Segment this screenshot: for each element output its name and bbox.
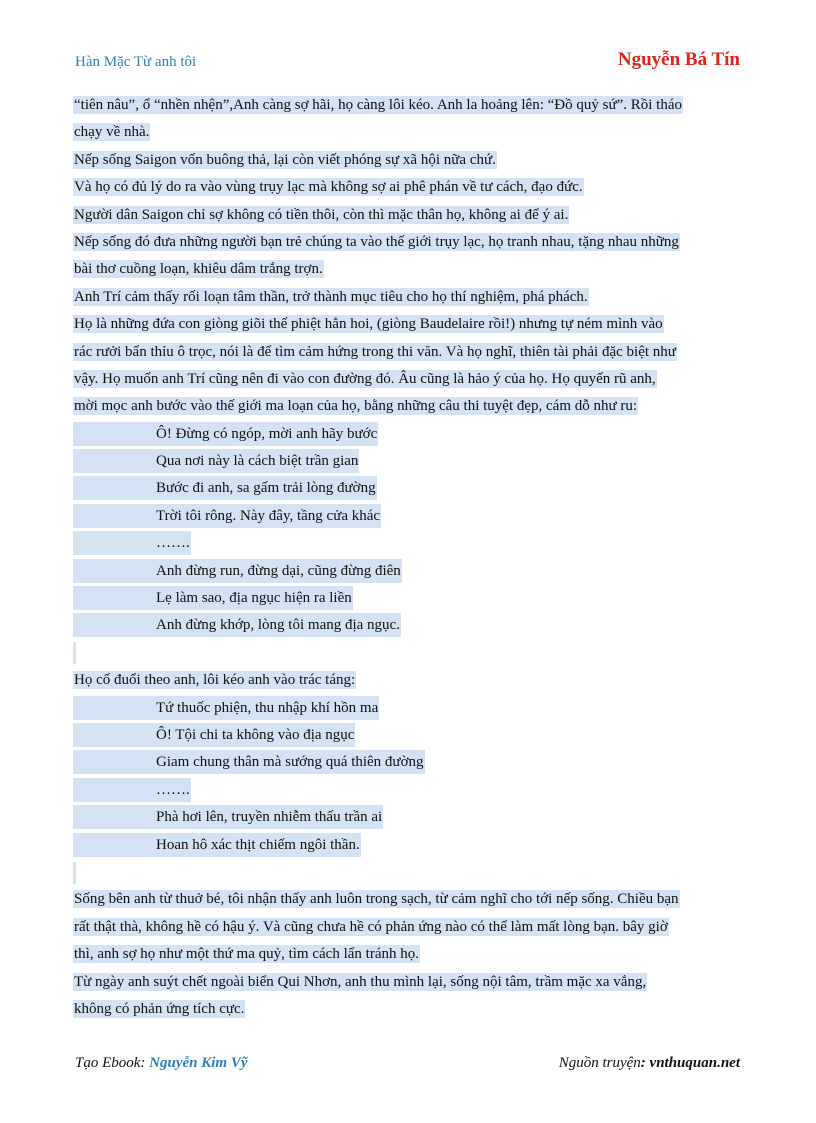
line-text: không có phản ứng tích cực. — [74, 1000, 245, 1017]
text-line — [73, 147, 743, 174]
text-line — [73, 92, 743, 119]
blank-line — [73, 640, 743, 667]
text-line — [73, 119, 743, 146]
line-text: Nếp sống đó đưa những người bạn trẻ chúng ta vào thế giới trụy lạc, họ tranh nhau, tặng nhau những — [74, 233, 679, 250]
text-line — [73, 393, 743, 420]
text-line — [73, 914, 743, 941]
text-line — [73, 229, 743, 256]
line-text: Lẹ làm sao, địa ngục hiện ra liền — [73, 586, 353, 610]
line-text: mời mọc anh bước vào thế giới ma loạn của họ, bằng những câu thi tuyệt đẹp, cám dỗ như ru: — [74, 398, 638, 415]
line-text: Trời tôi rông. Này đây, tầng cửa khác — [73, 504, 381, 528]
line-text: Ô! Đừng có ngóp, mời anh hãy bước — [73, 422, 378, 446]
verse-line — [73, 448, 743, 475]
line-text: Anh đừng khớp, lòng tôi mang địa ngục. — [73, 613, 401, 637]
verse-line — [73, 832, 743, 859]
text-line — [73, 366, 743, 393]
text-line — [73, 996, 743, 1023]
line-text — [73, 862, 76, 884]
line-text: Anh đừng run, đừng dại, cũng đừng điên — [73, 559, 402, 583]
blank-line — [73, 859, 743, 886]
line-text: Ô! Tội chi ta không vào địa ngục — [73, 723, 355, 747]
line-text: chạy về nhà. — [74, 124, 150, 141]
verse-line — [73, 558, 743, 585]
line-text: Và họ có đủ lý do ra vào vùng trụy lạc mà không sợ ai phê phán về tư cách, đạo đức. — [74, 179, 583, 196]
line-text: Họ là những đứa con giòng giõi thế phiệt hẳn hoi, (giòng Baudelaire rồi!) nhưng tự ném mình vào — [74, 316, 663, 333]
line-text: Họ cố đuổi theo anh, lôi kéo anh vào trác táng: — [74, 672, 356, 689]
line-text: Qua nơi này là cách biệt trần gian — [73, 449, 359, 473]
text-line — [73, 941, 743, 968]
line-text: ……. — [73, 531, 191, 555]
verse-line — [73, 695, 743, 722]
text-line — [73, 667, 743, 694]
verse-line — [73, 612, 743, 639]
verse-line — [73, 749, 743, 776]
text-line — [73, 284, 743, 311]
line-text — [73, 642, 76, 664]
footer-ebook-author: Nguyễn Kim Vỹ — [149, 1055, 248, 1071]
line-text: Anh Trí cảm thấy rối loạn tâm thần, trở thành mục tiêu cho họ thí nghiệm, phá phách. — [74, 288, 588, 305]
header-book-title: Hàn Mặc Từ anh tôi — [75, 54, 197, 70]
line-text: Phà hơi lên, truyền nhiễm thấu trần ai — [73, 805, 383, 829]
line-text: rất thật thà, không hề có hậu ý. Và cũng chưa hề có phản ứng nào có thể làm mất lòng bạn. bây giờ — [74, 918, 668, 935]
verse-line — [73, 777, 743, 804]
line-text: Từ ngày anh suýt chết ngoài biển Qui Nhơn, anh thu mình lại, sống nội tâm, trầm mặc xa vắng, — [74, 973, 647, 990]
text-line — [73, 886, 743, 913]
line-text: thì, anh sợ họ như một thứ ma quỷ, tìm cách lẩn tránh họ. — [74, 946, 419, 963]
footer-ebook-credit — [75, 1055, 248, 1072]
line-text: Sống bên anh từ thuở bé, tôi nhận thấy anh luôn trong sạch, từ cảm nghĩ cho tới nếp sống. Chiều bạn — [74, 891, 679, 908]
line-text: ……. — [73, 778, 191, 802]
line-text: Người dân Saigon chỉ sợ không có tiền thôi, còn thì mặc thân họ, không ai để ý ai. — [74, 206, 569, 223]
verse-line — [73, 503, 743, 530]
footer-ebook-sep: : — [140, 1055, 150, 1071]
verse-line — [73, 585, 743, 612]
line-text: vậy. Họ muốn anh Trí cũng nên đi vào con đường đó. Âu cũng là hảo ý của họ. Họ quyến rũ anh, — [74, 370, 656, 387]
text-line — [73, 969, 743, 996]
line-text: Giam chung thân mà sướng quá thiên đường — [73, 750, 425, 774]
line-text: rác rưởi bẩn thỉu ô trọc, nói là để tìm cảm hứng trong thi văn. Và họ nghĩ, thiên tài phải đặc biệt như — [74, 343, 676, 360]
verse-line — [73, 475, 743, 502]
line-text: Hoan hô xác thịt chiếm ngôi thần. — [73, 833, 361, 857]
line-text: “tiên nâu”, ổ “nhền nhện”,Anh càng sợ hãi, họ càng lôi kéo. Anh la hoảng lên: “Đồ quỷ sứ”. Rồi tháo — [74, 97, 682, 113]
footer-source-sep: : — [640, 1055, 650, 1071]
text-line — [73, 339, 743, 366]
footer-source-site: vnthuquan.net — [649, 1055, 740, 1071]
text-line — [73, 311, 743, 338]
verse-line — [73, 421, 743, 448]
footer-ebook-label: Tạo Ebook — [75, 1055, 141, 1071]
verse-line — [73, 530, 743, 557]
line-text: Bước đi anh, sa gấm trải lòng đường — [73, 476, 377, 500]
text-line — [73, 202, 743, 229]
verse-line — [73, 722, 743, 749]
footer-source-credit — [559, 1055, 740, 1072]
header-author: Nguyễn Bá Tín — [617, 49, 740, 70]
line-text: bài thơ cuồng loạn, khiêu dâm trắng trợn. — [74, 261, 323, 278]
footer-source-label: Nguồn truyện — [558, 1055, 641, 1071]
text-line — [73, 174, 743, 201]
text-line — [73, 256, 743, 283]
line-text: Tứ thuốc phiện, thu nhập khí hồn ma — [73, 696, 379, 720]
line-text: Nếp sống Saigon vốn buông thả, lại còn viết phóng sự xã hội nữa chứ. — [74, 151, 496, 168]
page-body — [73, 92, 743, 1023]
verse-line — [73, 804, 743, 831]
